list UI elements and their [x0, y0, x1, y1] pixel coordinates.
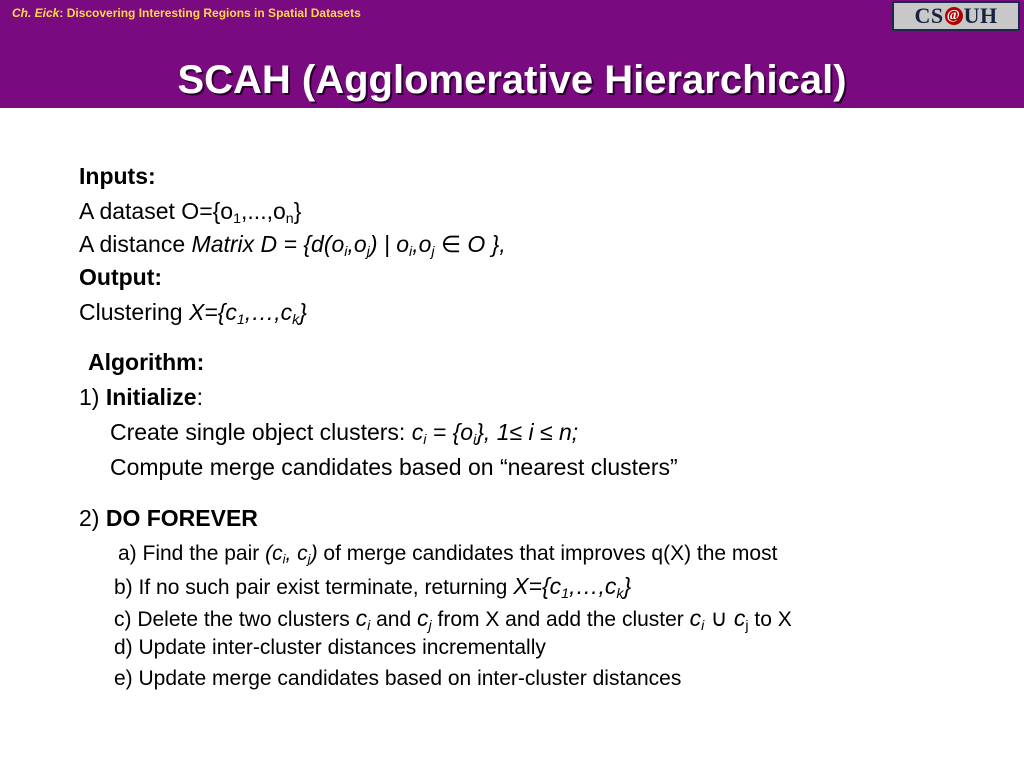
return-formula: [513, 573, 632, 602]
step1-compute-line: Compute merge candidates based on “nearest clusters”: [110, 454, 678, 480]
subscript: n: [285, 210, 294, 227]
substep-text: b) If no such pair exist terminate, returning: [114, 576, 514, 599]
substep-a: [118, 539, 777, 569]
substep-text: a) Find the pair: [118, 542, 266, 565]
formula-part: X={c: [513, 573, 562, 599]
formula-part: = {o: [426, 419, 474, 445]
author-name: Ch. Eick: [12, 6, 60, 20]
substep-text: from X and add the cluster: [431, 608, 690, 631]
subscript: i: [423, 431, 427, 448]
subscript: i: [473, 431, 477, 448]
formula-part: c: [355, 605, 368, 631]
formula-part: }: [299, 299, 307, 325]
substep-d: d) Update inter-cluster distances incrementally: [114, 636, 546, 659]
output-heading: Output:: [79, 264, 163, 290]
distance-text: A distance: [79, 231, 192, 257]
substep-b: [114, 571, 631, 603]
formula-part: }: [623, 573, 632, 599]
clustering-formula: [188, 299, 307, 328]
step-number: 1): [79, 384, 106, 410]
distance-line: [79, 229, 506, 259]
distance-formula: [191, 231, 506, 260]
caption-text: : Discovering Interesting Regions in Spatial Datasets: [59, 6, 361, 20]
formula-part: c: [416, 605, 429, 631]
substep-text: to X: [748, 608, 792, 631]
formula-part: ∪: [704, 605, 734, 631]
subscript: j: [307, 551, 311, 567]
formula-part: X={c: [188, 299, 237, 325]
subscript: 1: [236, 311, 245, 328]
dataset-text: }: [293, 198, 302, 224]
step-text: Create single object clusters:: [110, 419, 412, 445]
formula-part: ) | o: [369, 231, 410, 257]
formula-part: , c: [285, 542, 308, 565]
logo-at: @: [945, 7, 963, 25]
formula-part: ,o: [412, 231, 432, 257]
subscript: k: [292, 311, 300, 328]
substep-text: c) Delete the two clusters: [114, 608, 356, 631]
substep-c: [114, 603, 792, 635]
formula-part: ,o: [347, 231, 367, 257]
formula-part: ,…,c: [569, 573, 617, 599]
dataset-line: [79, 196, 301, 226]
step-label: Initialize: [105, 384, 197, 410]
substep-text: and: [370, 608, 417, 631]
formula-part: ,…,c: [244, 299, 293, 325]
step-colon: :: [196, 384, 203, 410]
cj-symbol: [416, 605, 432, 634]
dataset-text: ,...,o: [241, 198, 286, 224]
subscript: j: [431, 243, 435, 260]
substep-e: e) Update merge candidates based on inter-cluster distances: [114, 667, 682, 690]
init-formula: [411, 419, 579, 448]
dataset-text: A dataset O={o: [79, 198, 234, 224]
formula-part: c: [411, 419, 424, 445]
inputs-heading: Inputs:: [79, 163, 156, 189]
subscript: 1: [561, 585, 570, 602]
step1-create-line: [110, 417, 578, 447]
formula-part: ∈ O },: [434, 231, 506, 257]
subscript: k: [616, 585, 624, 602]
pair-formula: [265, 542, 317, 565]
formula-part: ): [310, 542, 318, 565]
logo-uh: UH: [963, 3, 998, 28]
step1-line: [79, 382, 203, 412]
step2-line: [79, 503, 258, 533]
ci-symbol: [355, 605, 371, 634]
subscript: i: [367, 617, 371, 634]
formula-part: c: [733, 605, 746, 631]
subscript: j: [366, 243, 370, 260]
subscript: j: [745, 617, 749, 634]
clustering-line: [79, 297, 307, 327]
subscript: i: [409, 243, 413, 260]
union-formula: [689, 605, 749, 634]
subscript: i: [344, 243, 348, 260]
subscript: j: [428, 617, 432, 634]
algorithm-heading: Algorithm:: [88, 349, 205, 375]
logo-cs: CS: [914, 3, 944, 28]
formula-part: c: [689, 605, 702, 631]
substep-text: of merge candidates that improves q(X) the most: [317, 542, 778, 565]
subscript: i: [701, 617, 705, 634]
formula-part: }, 1≤ i ≤ n;: [476, 419, 579, 445]
clustering-text: Clustering: [79, 299, 189, 325]
formula-part: Matrix D = {d(o: [191, 231, 345, 257]
formula-part: (c: [265, 542, 283, 565]
slide-title: SCAH (Agglomerative Hierarchical): [177, 58, 847, 102]
subscript: 1: [233, 210, 242, 227]
subscript: i: [282, 551, 286, 567]
step-number: 2): [79, 505, 106, 531]
step-label: DO FOREVER: [105, 505, 258, 531]
